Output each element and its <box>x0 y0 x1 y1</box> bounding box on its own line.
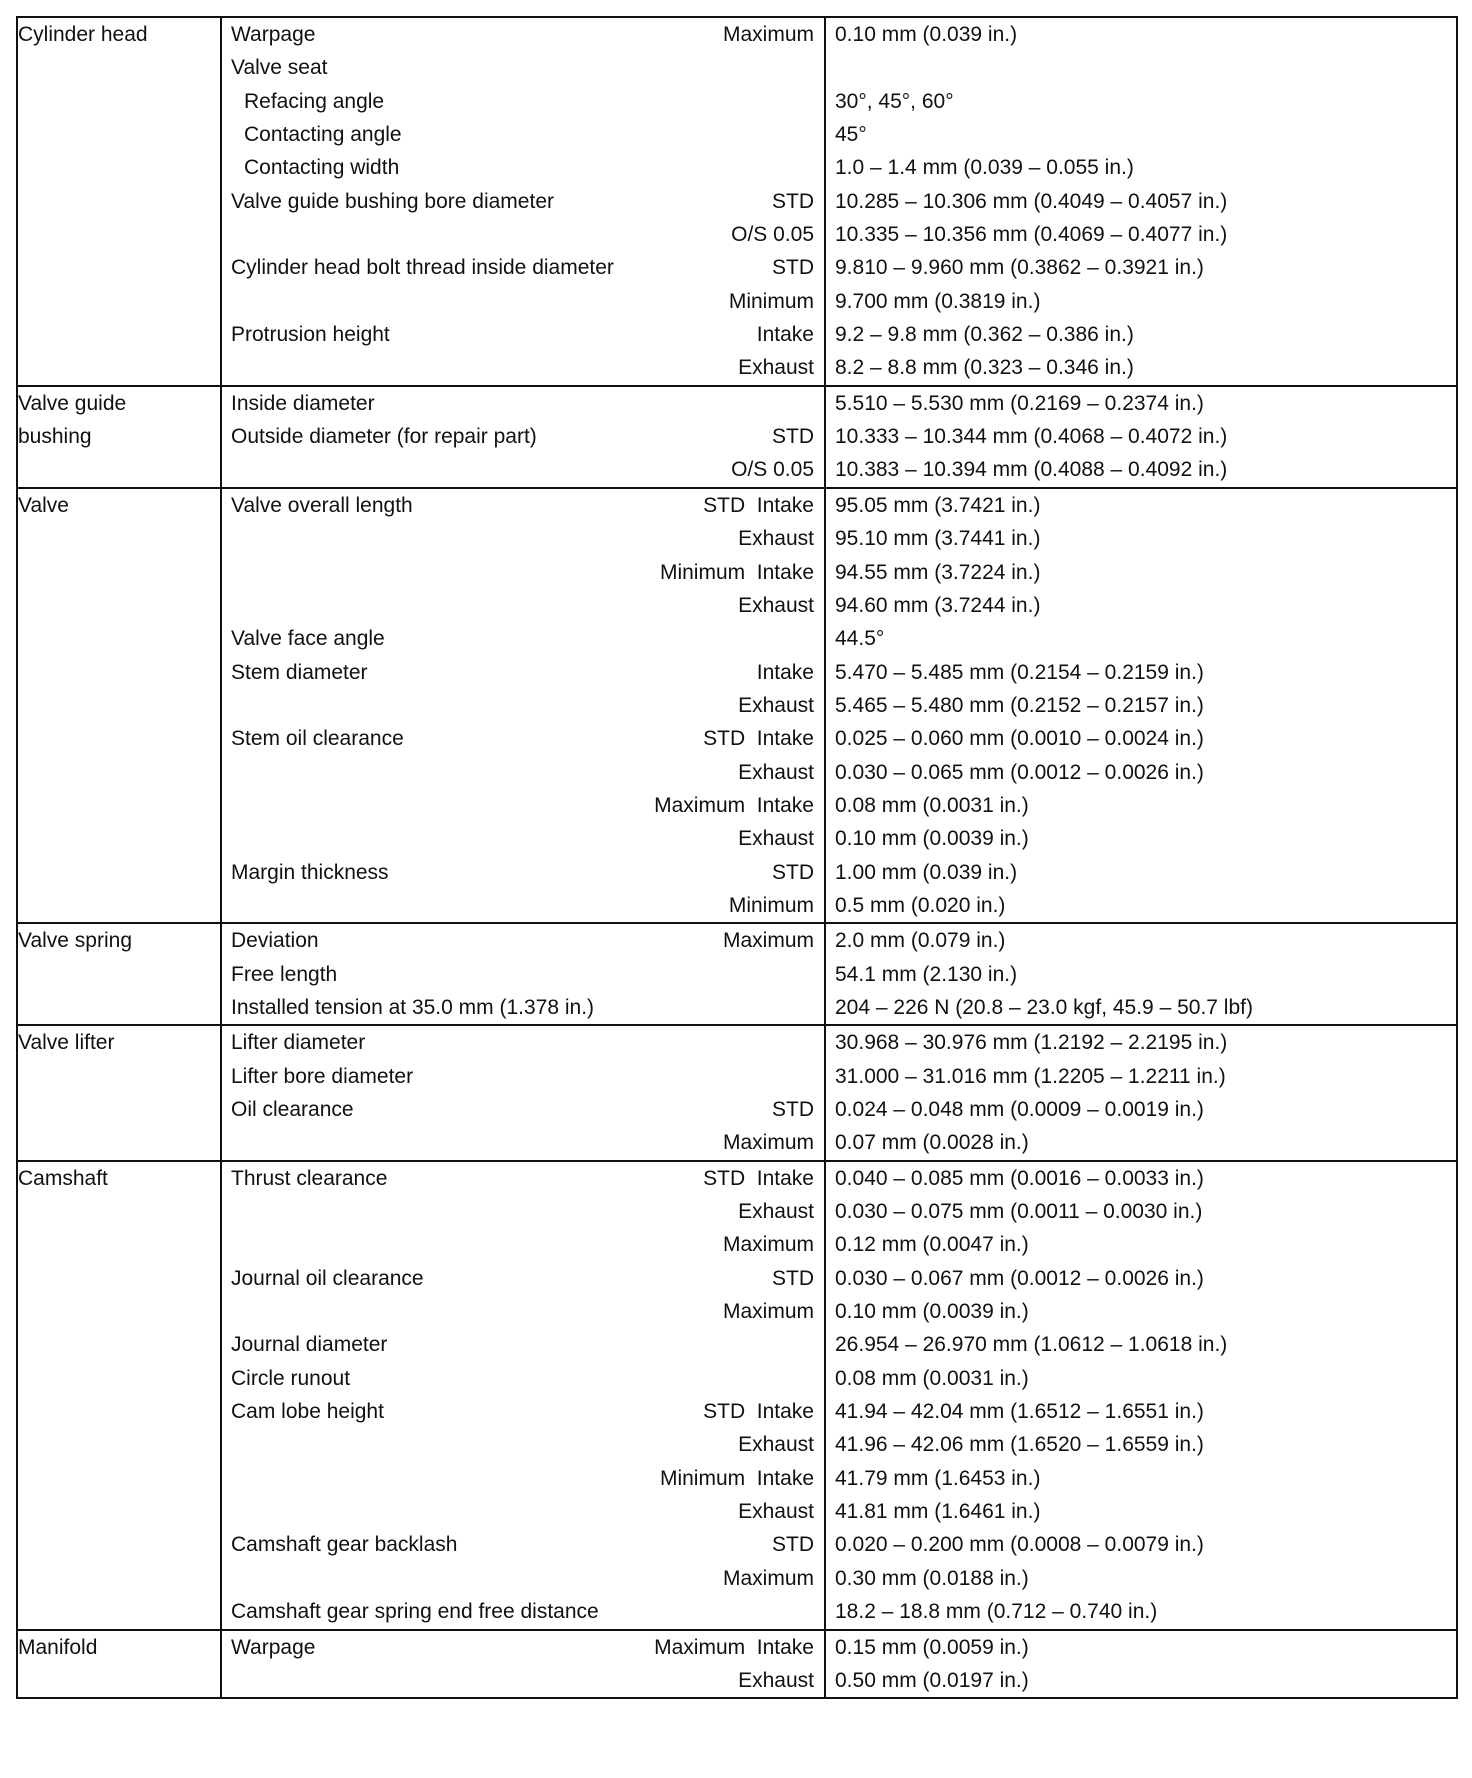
parameter-line <box>222 218 824 251</box>
condition-label: STD Intake <box>703 1166 814 1190</box>
parameter-line <box>222 1026 824 1059</box>
parameter-line <box>222 185 824 218</box>
parameter-label: Free length <box>231 962 338 986</box>
spec-value: 0.08 mm (0.0031 in.) <box>835 793 1029 817</box>
spec-value: 204 – 226 N (20.8 – 23.0 kgf, 45.9 – 50.7 lbf) <box>835 995 1253 1019</box>
spec-value: 5.510 – 5.530 mm (0.2169 – 0.2374 in.) <box>835 391 1204 415</box>
parameter-line <box>222 1262 824 1295</box>
condition-label: Maximum <box>722 1233 814 1257</box>
parameter-line <box>222 1060 824 1093</box>
parameter-line <box>222 387 824 420</box>
spec-value: 0.30 mm (0.0188 in.) <box>835 1566 1029 1590</box>
condition-label: Exhaust <box>738 593 814 617</box>
spec-table-body <box>17 17 1457 1698</box>
parameter-label: Oil clearance <box>231 1098 354 1121</box>
parameter-line <box>222 1228 824 1261</box>
parameter-label: Protrusion height <box>231 323 390 347</box>
parameter-label: Outside diameter (for repair part) <box>231 425 537 449</box>
parameter-line <box>222 1328 824 1361</box>
condition-label: Exhaust <box>738 1500 814 1524</box>
part-name-cell <box>17 17 221 386</box>
spec-value: 95.05 mm (3.7421 in.) <box>835 493 1041 517</box>
parameter-line <box>222 151 824 184</box>
parameter-line <box>222 556 824 589</box>
condition-label: STD Intake <box>703 727 814 751</box>
condition-label: Exhaust <box>738 693 814 717</box>
condition-label: STD <box>772 1266 814 1290</box>
parameter-label: Inside diameter <box>231 391 375 415</box>
spec-value: 41.79 mm (1.6453 in.) <box>835 1466 1041 1490</box>
spec-value: 0.10 mm (0.0039 in.) <box>835 827 1029 851</box>
section-row <box>17 1161 1457 1630</box>
parameter-label: Contacting angle <box>244 123 402 147</box>
spec-table <box>16 16 1458 1699</box>
parameter-label: Camshaft gear spring end free distance <box>231 1600 599 1624</box>
spec-value: 0.024 – 0.048 mm (0.0009 – 0.0019 in.) <box>835 1098 1204 1121</box>
spec-value: 94.60 mm (3.7244 in.) <box>835 593 1041 617</box>
spec-value: 31.000 – 31.016 mm (1.2205 – 1.2211 in.) <box>835 1064 1226 1088</box>
parameter-line <box>222 18 824 51</box>
parameter-line <box>222 1395 824 1428</box>
parameter-label: Lifter bore diameter <box>231 1064 414 1088</box>
section-row <box>17 386 1457 488</box>
parameter-label: Margin thickness <box>231 860 389 884</box>
parameter-line <box>222 285 824 318</box>
spec-value: 9.700 mm (0.3819 in.) <box>835 289 1041 313</box>
parameter-line <box>222 1295 824 1328</box>
condition-label: STD Intake <box>703 1400 814 1424</box>
spec-value: 9.810 – 9.960 mm (0.3862 – 0.3921 in.) <box>835 256 1204 280</box>
condition-label: Minimum Intake <box>659 1466 814 1490</box>
spec-value: 0.15 mm (0.0059 in.) <box>835 1635 1029 1659</box>
parameter-line <box>222 1562 824 1595</box>
parameter-label: Lifter diameter <box>231 1031 366 1055</box>
condition-label: Maximum <box>722 1300 814 1324</box>
parameter-label: Camshaft gear backlash <box>231 1533 458 1557</box>
spec-value: 44.5° <box>835 627 885 651</box>
condition-label: Minimum <box>728 289 814 313</box>
part-name: Cylinder head <box>18 23 148 46</box>
part-name-cell <box>17 1161 221 1630</box>
parameter-label: Deviation <box>231 929 319 953</box>
parameter-line <box>222 789 824 822</box>
parameter-line <box>222 822 824 855</box>
condition-label: Exhaust <box>738 356 814 380</box>
condition-label: STD <box>772 256 814 280</box>
condition-label: Exhaust <box>738 527 814 551</box>
parameter-line <box>222 689 824 722</box>
parameter-line <box>222 1126 824 1159</box>
spec-value: 2.0 mm (0.079 in.) <box>835 929 1006 953</box>
parameter-line <box>222 889 824 922</box>
condition-label: Minimum Intake <box>659 560 814 584</box>
section-row <box>17 1630 1457 1699</box>
parameter-label: Journal diameter <box>231 1333 388 1357</box>
parameter-line <box>222 1528 824 1561</box>
parameter-line <box>222 85 824 118</box>
spec-value <box>826 51 1456 84</box>
spec-value: 18.2 – 18.8 mm (0.712 – 0.740 in.) <box>835 1600 1158 1624</box>
spec-value: 0.025 – 0.060 mm (0.0010 – 0.0024 in.) <box>835 727 1204 751</box>
parameter-line <box>222 1162 824 1195</box>
part-name: Valve spring <box>18 929 133 953</box>
spec-value: 9.2 – 9.8 mm (0.362 – 0.386 in.) <box>835 323 1134 347</box>
part-name: Valve lifter <box>18 1031 115 1055</box>
parameter-label: Thrust clearance <box>231 1166 388 1190</box>
part-name-cell <box>17 1630 221 1699</box>
parameter-line <box>222 1195 824 1228</box>
condition-label: O/S 0.05 <box>731 223 814 247</box>
parameter-line <box>222 1428 824 1461</box>
parameter-label: Warpage <box>231 23 316 46</box>
parameter-cell <box>221 386 825 488</box>
condition-label: STD <box>772 425 814 449</box>
parameter-line <box>222 351 824 384</box>
parameter-line <box>222 318 824 351</box>
parameter-label: Valve guide bushing bore diameter <box>231 189 554 213</box>
spec-value: 30.968 – 30.976 mm (1.2192 – 2.2195 in.) <box>835 1031 1228 1055</box>
spec-value: 0.08 mm (0.0031 in.) <box>835 1366 1029 1390</box>
parameter-label: Installed tension at 35.0 mm (1.378 in.) <box>231 995 595 1019</box>
parameter-line <box>222 924 824 957</box>
parameter-line <box>222 1362 824 1395</box>
parameter-line <box>222 756 824 789</box>
part-name-line: Valve guide <box>18 391 127 415</box>
part-name-line: bushing <box>18 425 92 449</box>
section-row <box>17 1025 1457 1160</box>
parameter-line <box>222 991 824 1024</box>
spec-value: 94.55 mm (3.7224 in.) <box>835 560 1041 584</box>
parameter-cell <box>221 923 825 1025</box>
spec-value: 54.1 mm (2.130 in.) <box>835 962 1018 986</box>
parameter-label: Valve overall length <box>231 493 413 517</box>
spec-value: 0.10 mm (0.0039 in.) <box>835 1300 1029 1324</box>
parameter-line <box>222 251 824 284</box>
condition-label: Maximum <box>722 1131 814 1155</box>
parameter-line <box>222 453 824 486</box>
spec-value: 5.470 – 5.485 mm (0.2154 – 0.2159 in.) <box>835 660 1204 684</box>
parameter-cell <box>221 1161 825 1630</box>
section-row <box>17 923 1457 1025</box>
condition-label: O/S 0.05 <box>731 458 814 482</box>
spec-value: 45° <box>835 123 867 147</box>
condition-label: Maximum <box>722 23 814 46</box>
value-cell <box>825 488 1457 923</box>
parameter-cell <box>221 17 825 386</box>
parameter-line <box>222 1462 824 1495</box>
condition-label: Exhaust <box>738 1668 814 1692</box>
spec-value: 0.5 mm (0.020 in.) <box>835 893 1006 917</box>
section-row <box>17 488 1457 923</box>
spec-value: 1.0 – 1.4 mm (0.039 – 0.055 in.) <box>835 156 1134 180</box>
parameter-label: Refacing angle <box>244 89 385 113</box>
spec-value: 0.10 mm (0.039 in.) <box>835 23 1018 46</box>
spec-value: 0.020 – 0.200 mm (0.0008 – 0.0079 in.) <box>835 1533 1204 1557</box>
spec-value: 0.12 mm (0.0047 in.) <box>835 1233 1029 1257</box>
parameter-label: Valve seat <box>231 56 328 80</box>
condition-label: Minimum <box>728 893 814 917</box>
spec-value: 95.10 mm (3.7441 in.) <box>835 527 1041 551</box>
parameter-cell <box>221 488 825 923</box>
spec-value: 10.285 – 10.306 mm (0.4049 – 0.4057 in.) <box>835 189 1228 213</box>
spec-value: 10.333 – 10.344 mm (0.4068 – 0.4072 in.) <box>835 425 1228 449</box>
parameter-line <box>222 1495 824 1528</box>
parameter-label: Valve face angle <box>231 627 385 651</box>
parameter-cell <box>221 1630 825 1699</box>
spec-value: 0.030 – 0.065 mm (0.0012 – 0.0026 in.) <box>835 760 1204 784</box>
value-cell <box>825 1630 1457 1699</box>
spec-value: 8.2 – 8.8 mm (0.323 – 0.346 in.) <box>835 356 1134 380</box>
spec-value: 0.07 mm (0.0028 in.) <box>835 1131 1029 1155</box>
part-name-cell <box>17 1025 221 1160</box>
spec-value: 1.00 mm (0.039 in.) <box>835 860 1018 884</box>
part-name-cell <box>17 386 221 488</box>
parameter-line <box>222 51 824 84</box>
spec-value: 0.030 – 0.075 mm (0.0011 – 0.0030 in.) <box>835 1200 1203 1224</box>
part-name: Manifold <box>18 1635 98 1659</box>
spec-value: 26.954 – 26.970 mm (1.0612 – 1.0618 in.) <box>835 1333 1228 1357</box>
condition-label: STD <box>772 1533 814 1557</box>
condition-label: STD Intake <box>703 493 814 517</box>
spec-value: 30°, 45°, 60° <box>835 89 954 113</box>
parameter-label: Stem oil clearance <box>231 727 404 751</box>
part-name-cell <box>17 488 221 923</box>
condition-label: STD <box>772 189 814 213</box>
parameter-line <box>222 1631 824 1664</box>
value-cell <box>825 386 1457 488</box>
condition-label: Exhaust <box>738 1433 814 1457</box>
parameter-line <box>222 118 824 151</box>
section-row <box>17 17 1457 386</box>
spec-value: 0.50 mm (0.0197 in.) <box>835 1668 1029 1692</box>
parameter-line <box>222 589 824 622</box>
parameter-label: Cam lobe height <box>231 1400 384 1424</box>
condition-label: Intake <box>756 323 814 347</box>
parameter-line <box>222 522 824 555</box>
condition-label: Exhaust <box>738 1200 814 1224</box>
value-cell <box>825 923 1457 1025</box>
spec-value: 10.335 – 10.356 mm (0.4069 – 0.4077 in.) <box>835 223 1228 247</box>
spec-value: 41.96 – 42.06 mm (1.6520 – 1.6559 in.) <box>835 1433 1204 1457</box>
spec-value: 5.465 – 5.480 mm (0.2152 – 0.2157 in.) <box>835 693 1204 717</box>
condition-label: STD <box>772 1098 814 1121</box>
condition-label: Exhaust <box>738 827 814 851</box>
condition-label: Exhaust <box>738 760 814 784</box>
spec-value: 0.040 – 0.085 mm (0.0016 – 0.0033 in.) <box>835 1166 1204 1190</box>
parameter-line <box>222 856 824 889</box>
parameter-label: Cylinder head bolt thread inside diameter <box>231 256 614 280</box>
parameter-label: Journal oil clearance <box>231 1266 424 1290</box>
spec-value: 41.94 – 42.04 mm (1.6512 – 1.6551 in.) <box>835 1400 1204 1424</box>
parameter-line <box>222 656 824 689</box>
parameter-label: Circle runout <box>231 1366 351 1390</box>
parameter-line <box>222 420 824 453</box>
condition-label: Maximum <box>722 1566 814 1590</box>
condition-label: Intake <box>756 660 814 684</box>
parameter-line <box>222 1664 824 1697</box>
value-cell <box>825 17 1457 386</box>
spec-value: 0.030 – 0.067 mm (0.0012 – 0.0026 in.) <box>835 1266 1204 1290</box>
value-cell <box>825 1025 1457 1160</box>
parameter-line <box>222 1595 824 1628</box>
part-name: Valve <box>18 493 69 517</box>
parameter-label: Contacting width <box>244 156 400 180</box>
condition-label: Maximum <box>722 929 814 953</box>
parameter-line <box>222 622 824 655</box>
parameter-line <box>222 489 824 522</box>
condition-label: STD <box>772 860 814 884</box>
spec-value: 10.383 – 10.394 mm (0.4088 – 0.4092 in.) <box>835 458 1228 482</box>
part-name-cell <box>17 923 221 1025</box>
value-cell <box>825 1161 1457 1630</box>
parameter-line <box>222 1093 824 1126</box>
condition-label: Maximum Intake <box>654 1635 814 1659</box>
spec-value: 41.81 mm (1.6461 in.) <box>835 1500 1041 1524</box>
parameter-line <box>222 722 824 755</box>
parameter-label: Warpage <box>231 1635 316 1659</box>
part-name: Camshaft <box>18 1166 108 1190</box>
parameter-line <box>222 958 824 991</box>
parameter-label: Stem diameter <box>231 660 368 684</box>
condition-label: Maximum Intake <box>654 793 814 817</box>
parameter-cell <box>221 1025 825 1160</box>
